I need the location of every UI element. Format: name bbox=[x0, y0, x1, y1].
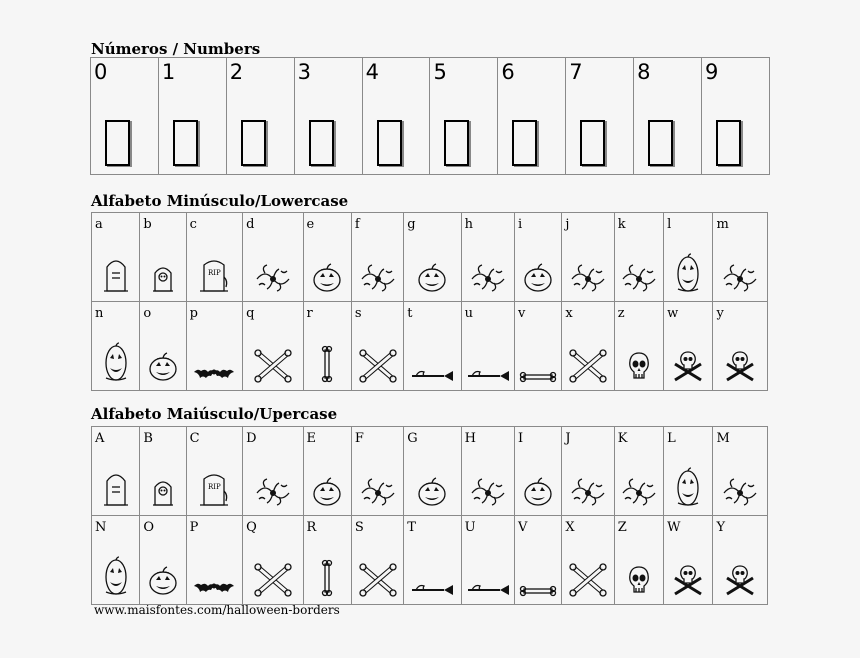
number-label: 5 bbox=[433, 60, 447, 84]
glyph-key-label: Y bbox=[716, 520, 726, 535]
number-cell-8 bbox=[634, 58, 702, 175]
lowercase-title: Alfabeto Minúsculo/Lowercase bbox=[91, 192, 349, 210]
glyph-key-label: O bbox=[143, 520, 155, 535]
glyph-cell-M bbox=[713, 427, 768, 516]
glyph-key-label: K bbox=[617, 431, 628, 446]
number-cell-1 bbox=[158, 58, 226, 175]
glyph-cell-K bbox=[614, 427, 663, 516]
glyph-cell-b bbox=[140, 213, 186, 302]
uppercase-grid bbox=[91, 426, 768, 605]
glyph-key-label: R bbox=[306, 520, 317, 535]
missing-glyph-box-icon bbox=[241, 120, 266, 166]
glyph-cell-X bbox=[562, 516, 614, 605]
glyph-key-label: q bbox=[246, 306, 255, 321]
numbers-title: Números / Numbers bbox=[91, 40, 261, 58]
glyph-cell-h bbox=[461, 213, 514, 302]
glyph-cell-d bbox=[243, 213, 303, 302]
glyph-cell-x bbox=[562, 302, 614, 391]
number-cell-2 bbox=[226, 58, 294, 175]
glyph-key-label: r bbox=[306, 306, 313, 321]
numbers-row bbox=[91, 58, 770, 175]
glyph-cell-L bbox=[664, 427, 713, 516]
glyph-key-label: D bbox=[246, 431, 257, 446]
glyph-cell-S bbox=[351, 516, 403, 605]
number-label: 1 bbox=[161, 60, 176, 84]
glyph-key-label: H bbox=[464, 431, 476, 446]
glyph-cell-D bbox=[243, 427, 303, 516]
glyph-cell-W bbox=[664, 516, 713, 605]
missing-glyph-box-icon bbox=[444, 120, 469, 166]
glyph-key-label: o bbox=[143, 306, 152, 321]
glyph-cell-a bbox=[92, 213, 140, 302]
glyph-cell-V bbox=[515, 516, 562, 605]
glyph-key-label: s bbox=[354, 306, 362, 321]
glyph-key-label: E bbox=[306, 431, 317, 446]
glyph-key-label: u bbox=[464, 306, 474, 321]
glyph-cell-Y bbox=[713, 516, 768, 605]
glyph-cell-P bbox=[186, 516, 242, 605]
glyph-key-label: p bbox=[189, 306, 198, 321]
missing-glyph-box-icon bbox=[105, 120, 130, 166]
glyph-cell-u bbox=[461, 302, 514, 391]
glyph-key-label: T bbox=[407, 520, 416, 535]
glyph-cell-E bbox=[303, 427, 351, 516]
glyph-cell-R bbox=[303, 516, 351, 605]
uppercase-row bbox=[92, 427, 768, 516]
glyph-key-label: z bbox=[617, 306, 625, 321]
glyph-key-label: g bbox=[407, 217, 416, 232]
glyph-cell-j bbox=[562, 213, 614, 302]
missing-glyph-box-icon bbox=[377, 120, 402, 166]
glyph-key-label: P bbox=[189, 520, 199, 535]
glyph-key-label: t bbox=[407, 306, 413, 321]
glyph-cell-l bbox=[664, 213, 713, 302]
glyph-key-label: S bbox=[354, 520, 364, 535]
glyph-key-label: y bbox=[716, 306, 724, 321]
number-cell-9 bbox=[702, 58, 770, 175]
svg-text:RIP: RIP bbox=[208, 269, 222, 277]
glyph-cell-U bbox=[461, 516, 514, 605]
glyph-cell-A bbox=[92, 427, 140, 516]
glyph-cell-N bbox=[92, 516, 140, 605]
svg-text:RIP: RIP bbox=[208, 483, 222, 491]
number-cell-6 bbox=[498, 58, 566, 175]
glyph-cell-k bbox=[614, 213, 663, 302]
glyph-key-label: h bbox=[464, 217, 474, 232]
glyph-key-label: J bbox=[565, 431, 571, 446]
glyph-key-label: l bbox=[667, 217, 672, 232]
glyph-cell-H bbox=[461, 427, 514, 516]
lowercase-row bbox=[92, 213, 768, 302]
glyph-cell-T bbox=[404, 516, 461, 605]
missing-glyph-box-icon bbox=[309, 120, 334, 166]
number-label: 2 bbox=[229, 60, 244, 84]
glyph-key-label: N bbox=[95, 520, 107, 535]
glyph-key-label: m bbox=[716, 217, 729, 232]
glyph-cell-t bbox=[404, 302, 461, 391]
number-cell-5 bbox=[430, 58, 498, 175]
glyph-cell-f bbox=[351, 213, 403, 302]
glyph-key-label: c bbox=[189, 217, 197, 232]
missing-glyph-box-icon bbox=[716, 120, 741, 166]
glyph-key-label: v bbox=[518, 306, 526, 321]
number-label: 3 bbox=[297, 60, 312, 84]
glyph-cell-I bbox=[515, 427, 562, 516]
lowercase-grid bbox=[91, 212, 768, 391]
glyph-cell-c bbox=[186, 213, 242, 302]
glyph-key-label: i bbox=[518, 217, 523, 232]
number-label: 9 bbox=[705, 60, 719, 84]
missing-glyph-box-icon bbox=[580, 120, 605, 166]
glyph-cell-q bbox=[243, 302, 303, 391]
glyph-cell-n bbox=[92, 302, 140, 391]
glyph-cell-J bbox=[562, 427, 614, 516]
number-cell-4 bbox=[362, 58, 430, 175]
glyph-key-label: Q bbox=[246, 520, 257, 535]
lowercase-row bbox=[92, 302, 768, 391]
number-cell-0 bbox=[91, 58, 159, 175]
glyph-cell-F bbox=[351, 427, 403, 516]
glyph-cell-y bbox=[713, 302, 768, 391]
glyph-cell-v bbox=[515, 302, 562, 391]
glyph-key-label: C bbox=[189, 431, 200, 446]
number-label: 0 bbox=[94, 60, 108, 84]
missing-glyph-box-icon bbox=[512, 120, 537, 166]
glyph-key-label: b bbox=[143, 217, 152, 232]
glyph-cell-m bbox=[713, 213, 768, 302]
glyph-key-label: n bbox=[95, 306, 104, 321]
glyph-key-label: e bbox=[306, 217, 315, 232]
glyph-key-label: I bbox=[518, 431, 524, 446]
glyph-key-label: j bbox=[565, 217, 570, 232]
glyph-cell-O bbox=[140, 516, 186, 605]
missing-glyph-box-icon bbox=[173, 120, 198, 166]
glyph-cell-Q bbox=[243, 516, 303, 605]
numbers-grid bbox=[90, 57, 770, 175]
glyph-key-label: Z bbox=[617, 520, 627, 535]
glyph-key-label: A bbox=[95, 431, 105, 446]
glyph-key-label: M bbox=[716, 431, 730, 446]
glyph-cell-r bbox=[303, 302, 351, 391]
glyph-key-label: F bbox=[354, 431, 364, 446]
glyph-cell-G bbox=[404, 427, 461, 516]
number-label: 7 bbox=[569, 60, 583, 84]
glyph-key-label: B bbox=[143, 431, 153, 446]
glyph-cell-Z bbox=[614, 516, 663, 605]
glyph-key-label: L bbox=[667, 431, 676, 446]
glyph-cell-g bbox=[404, 213, 461, 302]
glyph-cell-z bbox=[614, 302, 663, 391]
glyph-key-label: d bbox=[246, 217, 255, 232]
glyph-key-label: V bbox=[518, 520, 528, 535]
number-cell-7 bbox=[566, 58, 634, 175]
glyph-key-label: x bbox=[565, 306, 573, 321]
glyph-cell-e bbox=[303, 213, 351, 302]
glyph-key-label: G bbox=[407, 431, 418, 446]
number-cell-3 bbox=[294, 58, 362, 175]
footer-url: www.maisfontes.com/halloween-borders bbox=[94, 603, 340, 617]
glyph-key-label: k bbox=[617, 217, 626, 232]
glyph-cell-s bbox=[351, 302, 403, 391]
glyph-key-label: f bbox=[354, 217, 360, 232]
number-label: 6 bbox=[501, 60, 515, 84]
glyph-key-label: U bbox=[464, 520, 476, 535]
uppercase-title: Alfabeto Maiúsculo/Upercase bbox=[91, 405, 338, 423]
glyph-cell-w bbox=[664, 302, 713, 391]
uppercase-row bbox=[92, 516, 768, 605]
glyph-key-label: a bbox=[95, 217, 103, 232]
glyph-key-label: X bbox=[565, 520, 575, 535]
number-label: 8 bbox=[637, 60, 651, 84]
missing-glyph-box-icon bbox=[648, 120, 673, 166]
number-label: 4 bbox=[365, 60, 379, 84]
glyph-cell-p bbox=[186, 302, 242, 391]
glyph-cell-B bbox=[140, 427, 186, 516]
glyph-cell-C bbox=[186, 427, 242, 516]
glyph-key-label: w bbox=[667, 306, 679, 321]
glyph-key-label: W bbox=[667, 520, 681, 535]
glyph-cell-o bbox=[140, 302, 186, 391]
glyph-cell-i bbox=[515, 213, 562, 302]
